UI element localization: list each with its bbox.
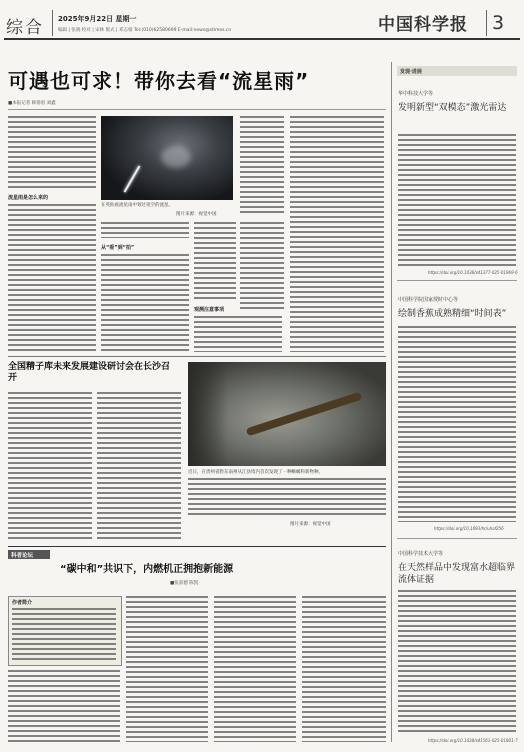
header-divider <box>486 10 487 36</box>
body-text <box>240 116 284 216</box>
body-text <box>8 670 120 742</box>
side1-title: 发明新型“双模态”激光雷达 <box>398 103 507 113</box>
header-divider <box>52 10 53 36</box>
photo-credit: 图片来源：视觉中国 <box>176 212 217 217</box>
body-text <box>194 222 236 300</box>
meteor-streak <box>124 166 141 193</box>
shadow-foliage <box>188 362 228 466</box>
lead-title: 可遇也可求！带你去看“流星雨” <box>8 69 310 93</box>
mid-photo-credit: 图片来源：视觉中国 <box>290 522 331 527</box>
mid-photo-caption: 近日，在贵州省黔东南州从江县境内首次发现了一种蜥蜴科新物种。 <box>188 470 323 475</box>
body-text <box>8 392 92 540</box>
side2-org: 中国科学院国家授时中心等 <box>398 297 459 303</box>
body-text <box>214 596 296 742</box>
side3-doi: https://doi.org/10.1038/s41561-025-01801-7 <box>428 738 518 743</box>
page-number: 3 <box>492 12 505 34</box>
side2-doi: https://doi.org/10.1093/hr/uhaf256 <box>434 526 504 531</box>
issue-date: 2025年9月22日 星期一 <box>58 15 137 23</box>
photo-caption: 在英仙座流星雨中划过夜空的流星。 <box>101 203 173 208</box>
sidebar-rule <box>397 280 517 281</box>
sidebar-rule <box>397 538 517 539</box>
editor-info: 编辑 | 张晓 校对 | 宋林 版式 | 邓志娟 Tel:(010)62580699 E-mail:news@stimes.cn <box>58 28 232 33</box>
body-text <box>101 254 189 352</box>
bottom-title: “碳中和”共识下，内燃机正拥抱新能源 <box>60 564 234 575</box>
body-text <box>398 326 516 522</box>
meteor-photo <box>101 116 233 200</box>
body-text <box>398 134 516 266</box>
lizard <box>246 392 363 437</box>
body-text <box>97 392 181 540</box>
section-rule <box>8 546 386 547</box>
milky-way-glow <box>161 146 191 168</box>
side2-title: 绘制香蕉成熟精细“时间表” <box>398 309 507 319</box>
author-bio <box>12 608 116 660</box>
section-name: 综合 <box>6 18 44 38</box>
column-label: 科者论坛 <box>11 553 34 559</box>
body-text <box>101 222 189 238</box>
mid-title: 全国精子库未来发展建设研讨会在长沙召开 <box>8 362 171 383</box>
side1-org: 华中科技大学等 <box>398 91 434 97</box>
body-text <box>240 222 284 310</box>
body-text <box>302 596 386 742</box>
side3-title: 在天然样品中发现富水超临界流体证据 <box>398 563 516 585</box>
author-box-label: 作者简介 <box>12 600 33 606</box>
lead-subhead-3: 观测注意事项 <box>194 307 225 313</box>
sidebar-kicker: 发现·进展 <box>400 69 422 75</box>
body-text <box>398 590 516 734</box>
lizard-photo <box>188 362 386 466</box>
side1-doi: https://doi.org/10.1038/s41377-025-01969-6 <box>428 270 518 275</box>
lead-byline: ■本报记者 韩扬眉 刘鑫 <box>8 101 56 106</box>
lead-subhead-1: 流星雨是怎么来的 <box>8 195 49 201</box>
bottom-byline: ■张富德 陈凯 <box>170 581 199 586</box>
lead-rule <box>8 109 386 110</box>
body-text <box>290 116 384 352</box>
sidebar-divider <box>391 62 392 742</box>
section-rule <box>8 356 386 357</box>
body-text <box>8 116 96 190</box>
lead-subhead-2: 从“看”到“拍” <box>101 245 135 251</box>
side3-org: 中国科学技术大学等 <box>398 551 444 557</box>
body-text <box>126 596 208 742</box>
body-text <box>8 204 96 352</box>
newspaper-logo: 中国科学报 <box>378 15 468 35</box>
caption-text <box>188 478 386 518</box>
body-text <box>194 316 282 352</box>
header-rule <box>4 38 520 40</box>
